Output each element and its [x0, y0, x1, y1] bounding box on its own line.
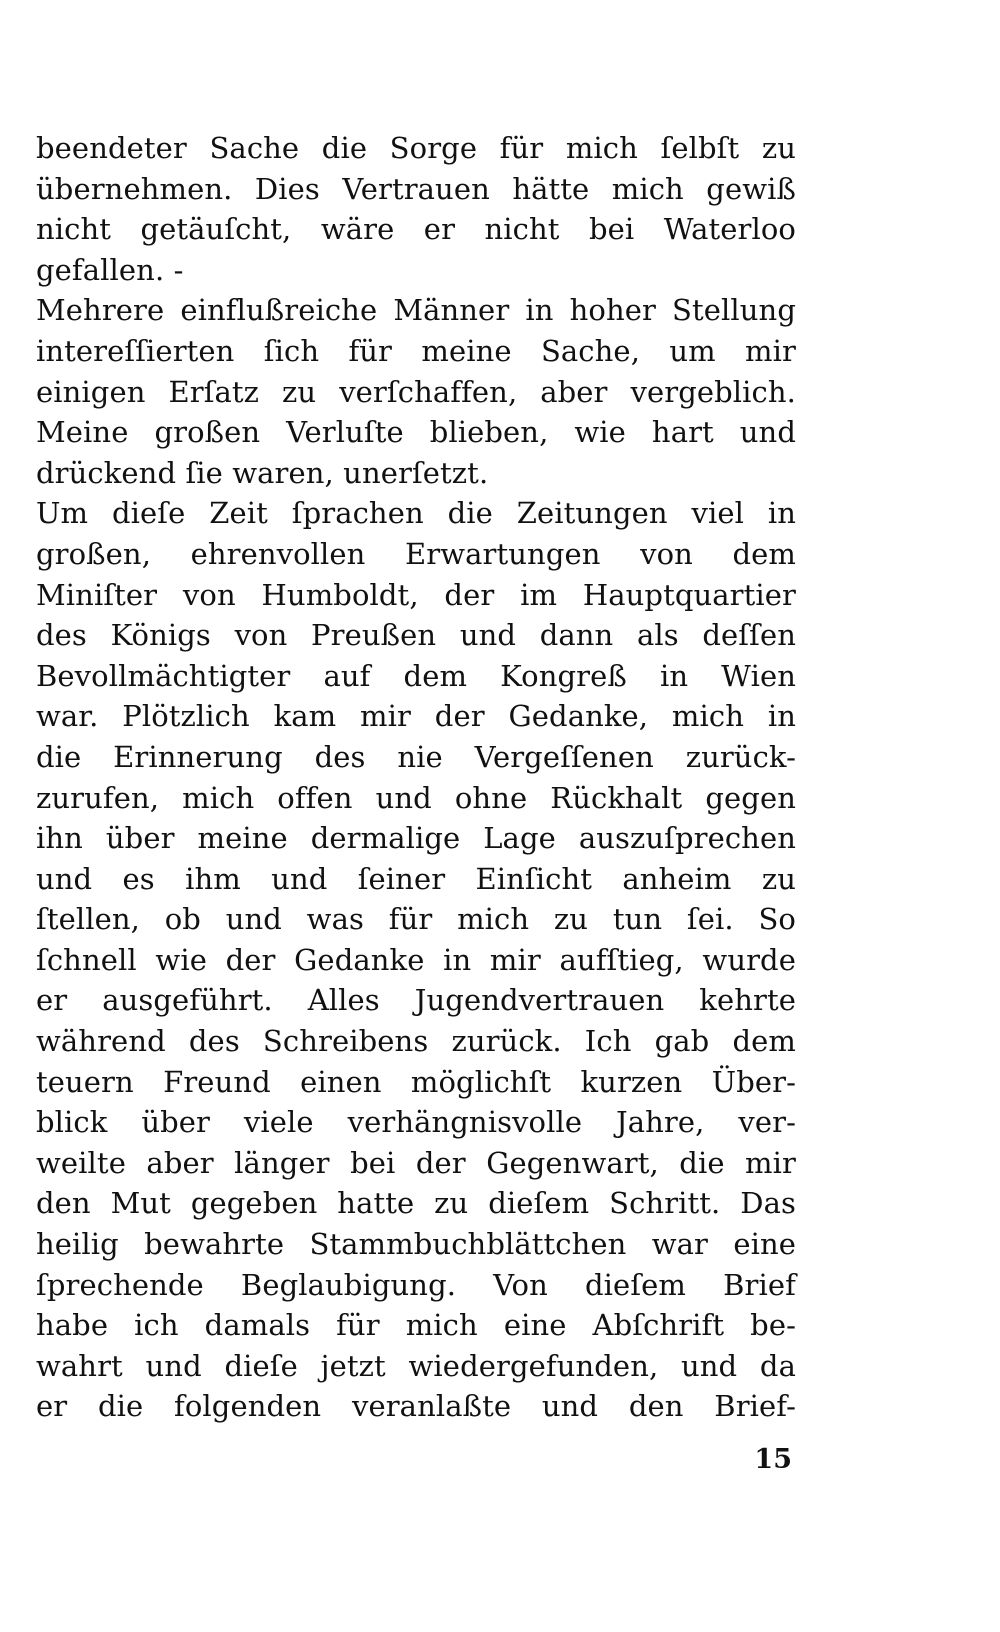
page-number: 15: [754, 1444, 792, 1475]
text-line: während des Schreibens zurück. Ich gab dem: [36, 1024, 796, 1059]
text-line: nicht getäuſcht, wäre er nicht bei Waterloo: [36, 212, 796, 247]
text-line: Bevollmächtigter auf dem Kongreß in Wien: [36, 658, 796, 693]
text-line: und es ihm und ſeiner Einſicht anheim zu: [36, 861, 796, 896]
text-line: ſchnell wie der Gedanke in mir aufſtieg, wurde: [36, 942, 796, 977]
text-line: er ausgeführt. Alles Jugendvertrauen kehrte: [36, 983, 796, 1018]
text-line: weilte aber länger bei der Gegenwart, die mir: [36, 1145, 796, 1180]
text-line: gefallen. -: [36, 252, 184, 287]
text-line: habe ich damals für mich eine Abſchrift be-: [36, 1308, 796, 1343]
body-text: [36, 128, 796, 1427]
text-line: die Erinnerung des nie Vergeſſenen zurück-: [36, 739, 796, 774]
text-line: ihn über meine dermalige Lage auszuſprechen: [36, 821, 796, 856]
text-line: Um dieſe Zeit ſprachen die Zeitungen viel in: [36, 496, 796, 531]
text-line: teuern Freund einen möglichſt kurzen Über-: [36, 1064, 796, 1099]
text-line: großen, ehrenvollen Erwartungen von dem: [36, 536, 796, 571]
text-line: heilig bewahrte Stammbuchblättchen war eine: [36, 1227, 796, 1262]
text-line: Meine großen Verluſte blieben, wie hart und: [36, 415, 796, 450]
text-line: drückend ſie waren, unerſetzt.: [36, 455, 489, 490]
text-line: ſprechende Beglaubigung. Von dieſem Brief: [36, 1267, 796, 1302]
text-line: blick über viele verhängnisvolle Jahre, ver-: [36, 1105, 796, 1140]
text-line: ſtellen, ob und was für mich zu tun ſei. So: [36, 902, 796, 937]
text-line: er die folgenden veranlaßte und den Brief-: [36, 1389, 796, 1424]
text-line: des Königs von Preußen und dann als deſſen: [36, 618, 796, 653]
text-line: übernehmen. Dies Vertrauen hätte mich gewiß: [36, 171, 796, 206]
text-line: einigen Erſatz zu verſchaffen, aber vergeblich.: [36, 374, 796, 409]
text-line: Miniſter von Humboldt, der im Hauptquartier: [36, 577, 796, 612]
text-line: wahrt und dieſe jetzt wiedergefunden, und da: [36, 1348, 796, 1383]
text-line: beendeter Sache die Sorge für mich ſelbſt zu: [36, 131, 796, 165]
text-line: intereſſierten ſich für meine Sache, um mir: [36, 333, 796, 368]
text-line: zurufen, mich offen und ohne Rückhalt gegen: [36, 780, 796, 815]
text-line: Mehrere einflußreiche Männer in hoher Stellung: [36, 293, 796, 328]
text-line: war. Plötzlich kam mir der Gedanke, mich in: [36, 699, 796, 734]
text-line: den Mut gegeben hatte zu dieſem Schritt. Das: [36, 1186, 796, 1221]
